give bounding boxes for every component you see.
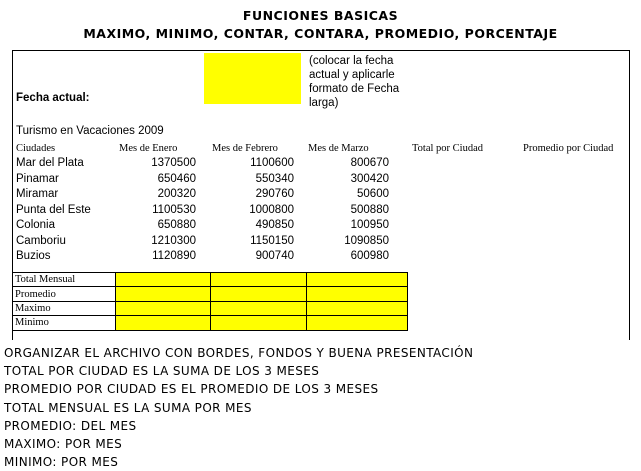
- marzo-cell[interactable]: 500880: [350, 203, 389, 216]
- marzo-cell[interactable]: 300420: [350, 172, 389, 185]
- table-row: [16, 218, 396, 234]
- city-cell[interactable]: Pinamar: [16, 172, 59, 185]
- page-title: FUNCIONES BASICAS: [242, 8, 399, 23]
- sheet-border-right: [629, 50, 630, 340]
- table-row: [16, 203, 396, 219]
- table-row: [16, 249, 396, 265]
- summary-cell-enero[interactable]: [116, 301, 211, 315]
- instruction-line: PROMEDIO POR CIUDAD ES EL PROMEDIO DE LOS 3 MESES: [4, 382, 379, 397]
- enero-cell[interactable]: 200320: [157, 188, 196, 200]
- summary-cell-marzo[interactable]: [307, 301, 408, 315]
- header-promedio-ciudad: Promedio por Ciudad: [523, 143, 614, 154]
- instruction-line: ORGANIZAR EL ARCHIVO CON BORDES, FONDOS Y BUENA PRESENTACIÓN: [4, 346, 474, 360]
- febrero-cell[interactable]: 550340: [255, 172, 294, 185]
- marzo-cell[interactable]: 100950: [350, 219, 389, 231]
- fecha-input-cell[interactable]: [204, 53, 301, 104]
- enero-cell[interactable]: 1100530: [152, 203, 196, 216]
- summary-cell-marzo[interactable]: [307, 273, 408, 287]
- summary-row: [13, 287, 408, 301]
- city-cell[interactable]: Miramar: [16, 188, 59, 200]
- instructions: [4, 344, 473, 471]
- city-cell[interactable]: Mar del Plata: [16, 157, 84, 169]
- summary-cell-enero[interactable]: [116, 273, 211, 287]
- instruction-line: MAXIMO: POR MES: [4, 437, 123, 452]
- febrero-cell[interactable]: 900740: [255, 250, 294, 262]
- header-enero: Mes de Enero: [119, 143, 178, 154]
- fecha-note-line: larga): [309, 97, 339, 109]
- fecha-label: Fecha actual:: [16, 92, 90, 104]
- header-ciudades: Ciudades: [16, 143, 56, 154]
- instruction-line: PROMEDIO: DEL MES: [4, 418, 137, 433]
- city-cell[interactable]: Colonia: [16, 219, 55, 231]
- table-row: [16, 172, 396, 188]
- marzo-cell[interactable]: 800670: [350, 157, 389, 169]
- febrero-cell[interactable]: 290760: [255, 188, 294, 200]
- enero-cell[interactable]: 1370500: [151, 157, 196, 169]
- febrero-cell[interactable]: 490850: [255, 219, 294, 231]
- table-row: [16, 156, 396, 172]
- marzo-cell[interactable]: 1090850: [344, 234, 389, 247]
- header-total-ciudad: Total por Ciudad: [412, 143, 484, 154]
- fecha-note-line: (colocar la fecha: [309, 55, 394, 67]
- city-cell[interactable]: Punta del Este: [16, 203, 91, 216]
- enero-cell[interactable]: 1210300: [151, 234, 196, 247]
- fecha-note: [309, 54, 419, 110]
- enero-cell[interactable]: 650880: [157, 219, 196, 231]
- summary-cell-marzo[interactable]: [307, 316, 408, 330]
- summary-cell-febrero[interactable]: [211, 316, 307, 330]
- enero-cell[interactable]: 1120890: [152, 250, 196, 262]
- summary-cell-febrero[interactable]: [211, 301, 307, 315]
- summary-label: Promedio: [13, 287, 116, 301]
- febrero-cell[interactable]: 1000800: [249, 203, 294, 216]
- summary-cell-febrero[interactable]: [211, 287, 307, 301]
- febrero-cell[interactable]: 1100600: [250, 157, 294, 169]
- summary-cell-enero[interactable]: [116, 316, 211, 330]
- city-cell[interactable]: Camboriu: [16, 234, 66, 247]
- data-table: [16, 156, 396, 265]
- summary-cell-enero[interactable]: [116, 287, 211, 301]
- header-febrero: Mes de Febrero: [212, 143, 278, 154]
- page-subtitle: MAXIMO, MINIMO, CONTAR, CONTARA, PROMEDIO, PORCENTAJE: [83, 26, 558, 41]
- table-row: [16, 234, 396, 250]
- sheet-border-top: [12, 50, 630, 51]
- city-cell[interactable]: Buzios: [16, 250, 51, 262]
- febrero-cell[interactable]: 1150150: [250, 234, 294, 247]
- summary-row: [13, 316, 408, 330]
- instruction-line: MINIMO: POR MES: [4, 455, 119, 470]
- summary-row: [13, 273, 408, 287]
- marzo-cell[interactable]: 600980: [350, 250, 389, 262]
- enero-cell[interactable]: 650460: [157, 172, 196, 185]
- summary-cell-marzo[interactable]: [307, 287, 408, 301]
- summary-table: [12, 272, 408, 331]
- summary-label: Minimo: [13, 316, 116, 330]
- summary-row: [13, 301, 408, 315]
- summary-label: Total Mensual: [13, 273, 116, 287]
- marzo-cell[interactable]: 50600: [357, 188, 389, 200]
- fecha-note-line: formato de Fecha: [309, 83, 400, 95]
- table-subtitle: Turismo en Vacaciones 2009: [16, 125, 164, 137]
- header-marzo: Mes de Marzo: [308, 143, 369, 154]
- fecha-note-line: actual y aplicarle: [309, 69, 395, 81]
- summary-label: Maximo: [13, 301, 116, 315]
- instruction-line: TOTAL POR CIUDAD ES LA SUMA DE LOS 3 MESES: [4, 364, 320, 379]
- summary-cell-febrero[interactable]: [211, 273, 307, 287]
- instruction-line: TOTAL MENSUAL ES LA SUMA POR MES: [4, 400, 252, 415]
- table-row: [16, 187, 396, 203]
